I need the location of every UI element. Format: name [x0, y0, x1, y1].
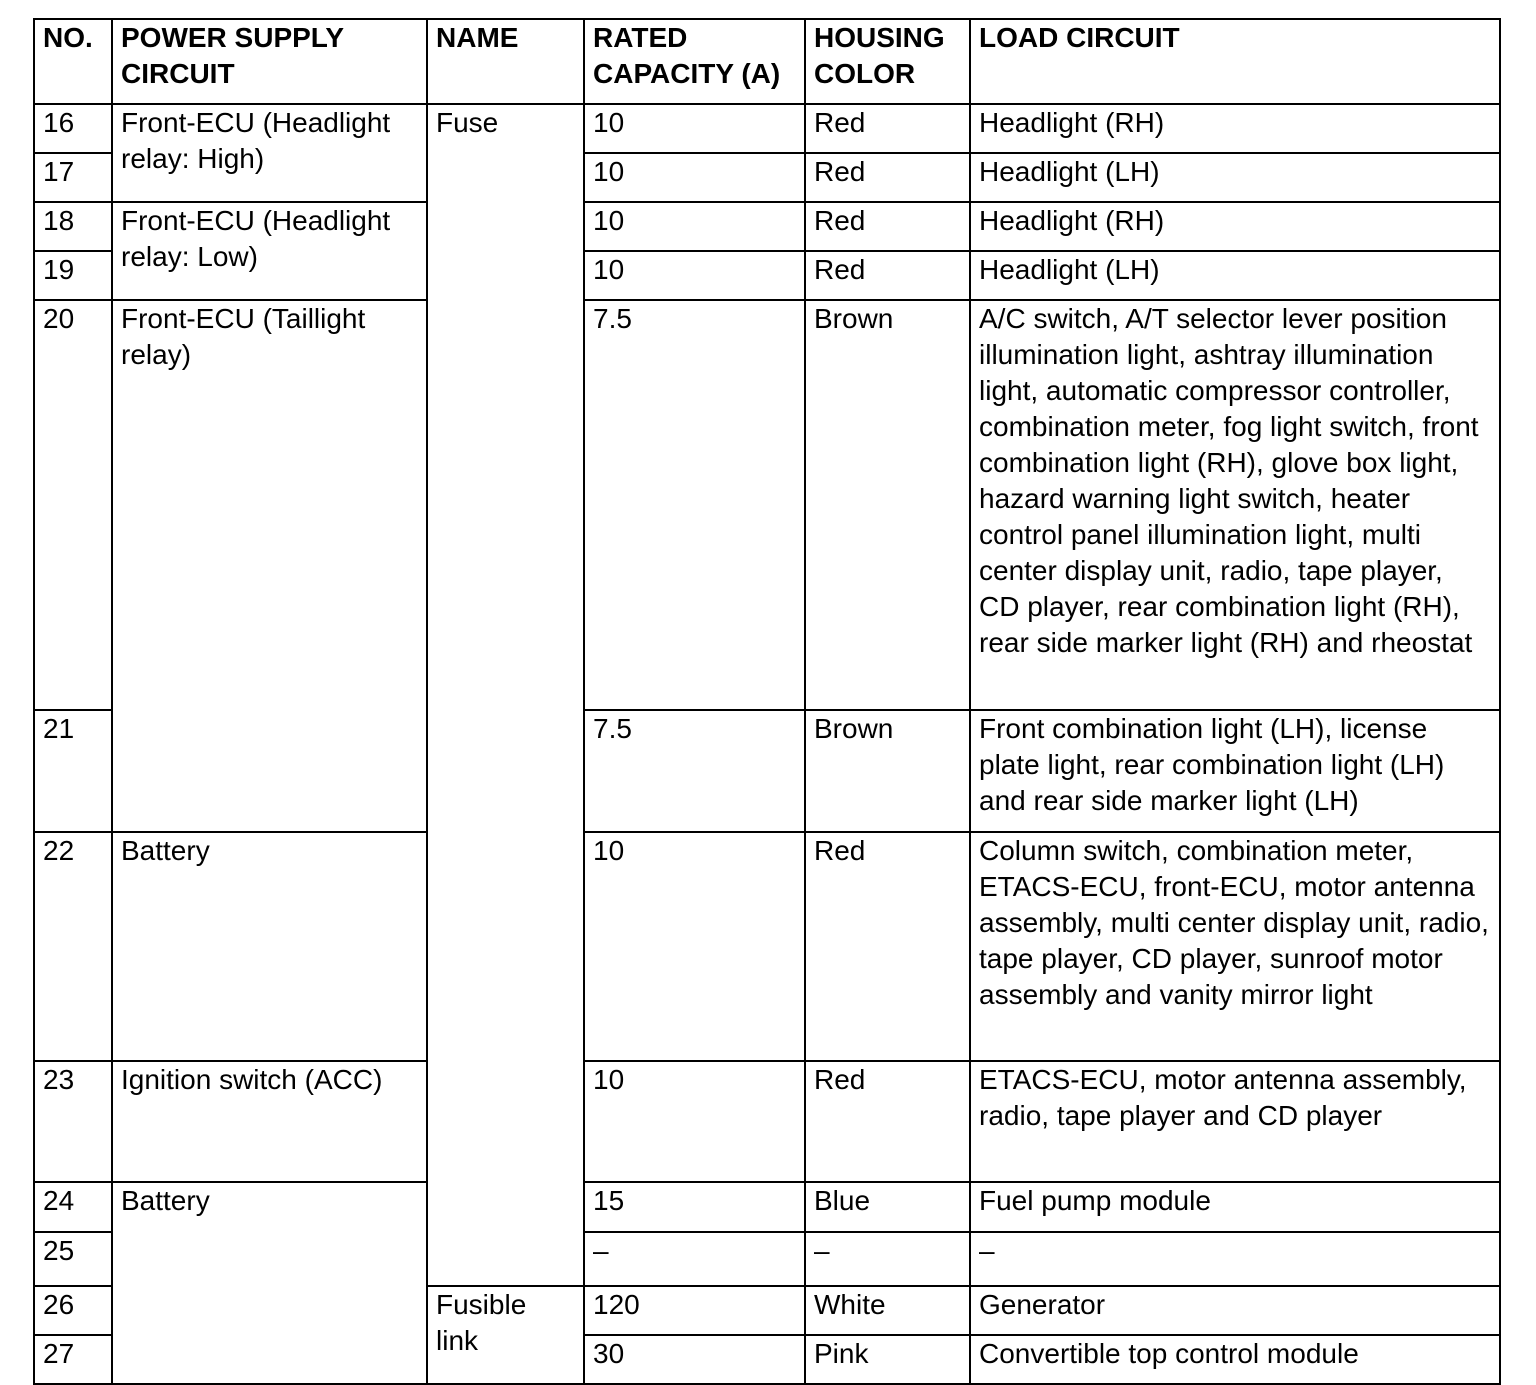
table-row: [34, 832, 1500, 1061]
cell-housing-color: –: [805, 1232, 970, 1286]
cell-housing-color: White: [805, 1286, 970, 1335]
cell-load-circuit: Headlight (RH): [970, 104, 1500, 153]
cell-load-circuit: Convertible top control module: [970, 1335, 1500, 1384]
cell-rated-capacity: 7.5: [584, 710, 805, 832]
cell-no: 20: [34, 300, 112, 710]
cell-rated-capacity: 10: [584, 202, 805, 251]
cell-no: 27: [34, 1335, 112, 1384]
cell-rated-capacity: 10: [584, 832, 805, 1061]
cell-load-circuit: Front combination light (LH), license plate light, rear combination light (LH) and rear side marker light (LH): [970, 710, 1500, 832]
cell-rated-capacity: 30: [584, 1335, 805, 1384]
cell-load-circuit: Headlight (RH): [970, 202, 1500, 251]
cell-rated-capacity: 10: [584, 251, 805, 300]
cell-no: 16: [34, 104, 112, 153]
cell-no: 18: [34, 202, 112, 251]
cell-housing-color: Red: [805, 1061, 970, 1182]
cell-load-circuit: Headlight (LH): [970, 251, 1500, 300]
table-row: [34, 1061, 1500, 1182]
cell-no: 26: [34, 1286, 112, 1335]
cell-no: 17: [34, 153, 112, 202]
cell-rated-capacity: 120: [584, 1286, 805, 1335]
table-header-row: [34, 19, 1500, 104]
cell-rated-capacity: 15: [584, 1182, 805, 1232]
cell-power-supply: Front-ECU (Headlight relay: High): [112, 104, 427, 202]
cell-rated-capacity: –: [584, 1232, 805, 1286]
fuse-specification-table: [33, 18, 1501, 1385]
cell-load-circuit: Headlight (LH): [970, 153, 1500, 202]
table-row: [34, 202, 1500, 251]
cell-power-supply: Ignition switch (ACC): [112, 1061, 427, 1182]
cell-no: 24: [34, 1182, 112, 1232]
table-row: [34, 1182, 1500, 1232]
cell-housing-color: Red: [805, 832, 970, 1061]
cell-housing-color: Red: [805, 251, 970, 300]
cell-load-circuit: Generator: [970, 1286, 1500, 1335]
table-row: [34, 104, 1500, 153]
header-power-supply-circuit: POWER SUPPLY CIRCUIT: [112, 19, 427, 104]
cell-power-supply: Battery: [112, 1182, 427, 1384]
cell-rated-capacity: 10: [584, 153, 805, 202]
cell-housing-color: Red: [805, 104, 970, 153]
cell-no: 19: [34, 251, 112, 300]
cell-rated-capacity: 10: [584, 104, 805, 153]
cell-rated-capacity: 7.5: [584, 300, 805, 710]
cell-load-circuit: Column switch, combination meter, ETACS-ECU, front-ECU, motor antenna assembly, multi center display unit, radio, tape player, CD player, sunroof motor assembly and vanity mirror light: [970, 832, 1500, 1061]
header-rated-capacity: RATED CAPACITY (A): [584, 19, 805, 104]
cell-load-circuit: –: [970, 1232, 1500, 1286]
header-load-circuit: LOAD CIRCUIT: [970, 19, 1500, 104]
cell-housing-color: Brown: [805, 710, 970, 832]
cell-housing-color: Red: [805, 202, 970, 251]
cell-load-circuit: A/C switch, A/T selector lever position illumination light, ashtray illumination light, automatic compressor controller, combination meter, fog light switch, front combination light (RH), glove box light, hazard warning light switch, heater control panel illumination light, multi center display unit, radio, tape player, CD player, rear combination light (RH), rear side marker light (RH) and rheostat: [970, 300, 1500, 710]
header-housing-color: HOUSING COLOR: [805, 19, 970, 104]
cell-no: 23: [34, 1061, 112, 1182]
cell-load-circuit: Fuel pump module: [970, 1182, 1500, 1232]
cell-housing-color: Blue: [805, 1182, 970, 1232]
cell-power-supply: Front-ECU (Taillight relay): [112, 300, 427, 832]
header-no: NO.: [34, 19, 112, 104]
cell-no: 25: [34, 1232, 112, 1286]
cell-housing-color: Brown: [805, 300, 970, 710]
cell-no: 21: [34, 710, 112, 832]
cell-rated-capacity: 10: [584, 1061, 805, 1182]
header-name: NAME: [427, 19, 584, 104]
cell-name: Fusible link: [427, 1286, 584, 1384]
table-row: [34, 300, 1500, 710]
cell-housing-color: Red: [805, 153, 970, 202]
cell-power-supply: Front-ECU (Headlight relay: Low): [112, 202, 427, 300]
cell-housing-color: Pink: [805, 1335, 970, 1384]
cell-no: 22: [34, 832, 112, 1061]
cell-name: Fuse: [427, 104, 584, 1286]
cell-power-supply: Battery: [112, 832, 427, 1061]
cell-load-circuit: ETACS-ECU, motor antenna assembly, radio, tape player and CD player: [970, 1061, 1500, 1182]
